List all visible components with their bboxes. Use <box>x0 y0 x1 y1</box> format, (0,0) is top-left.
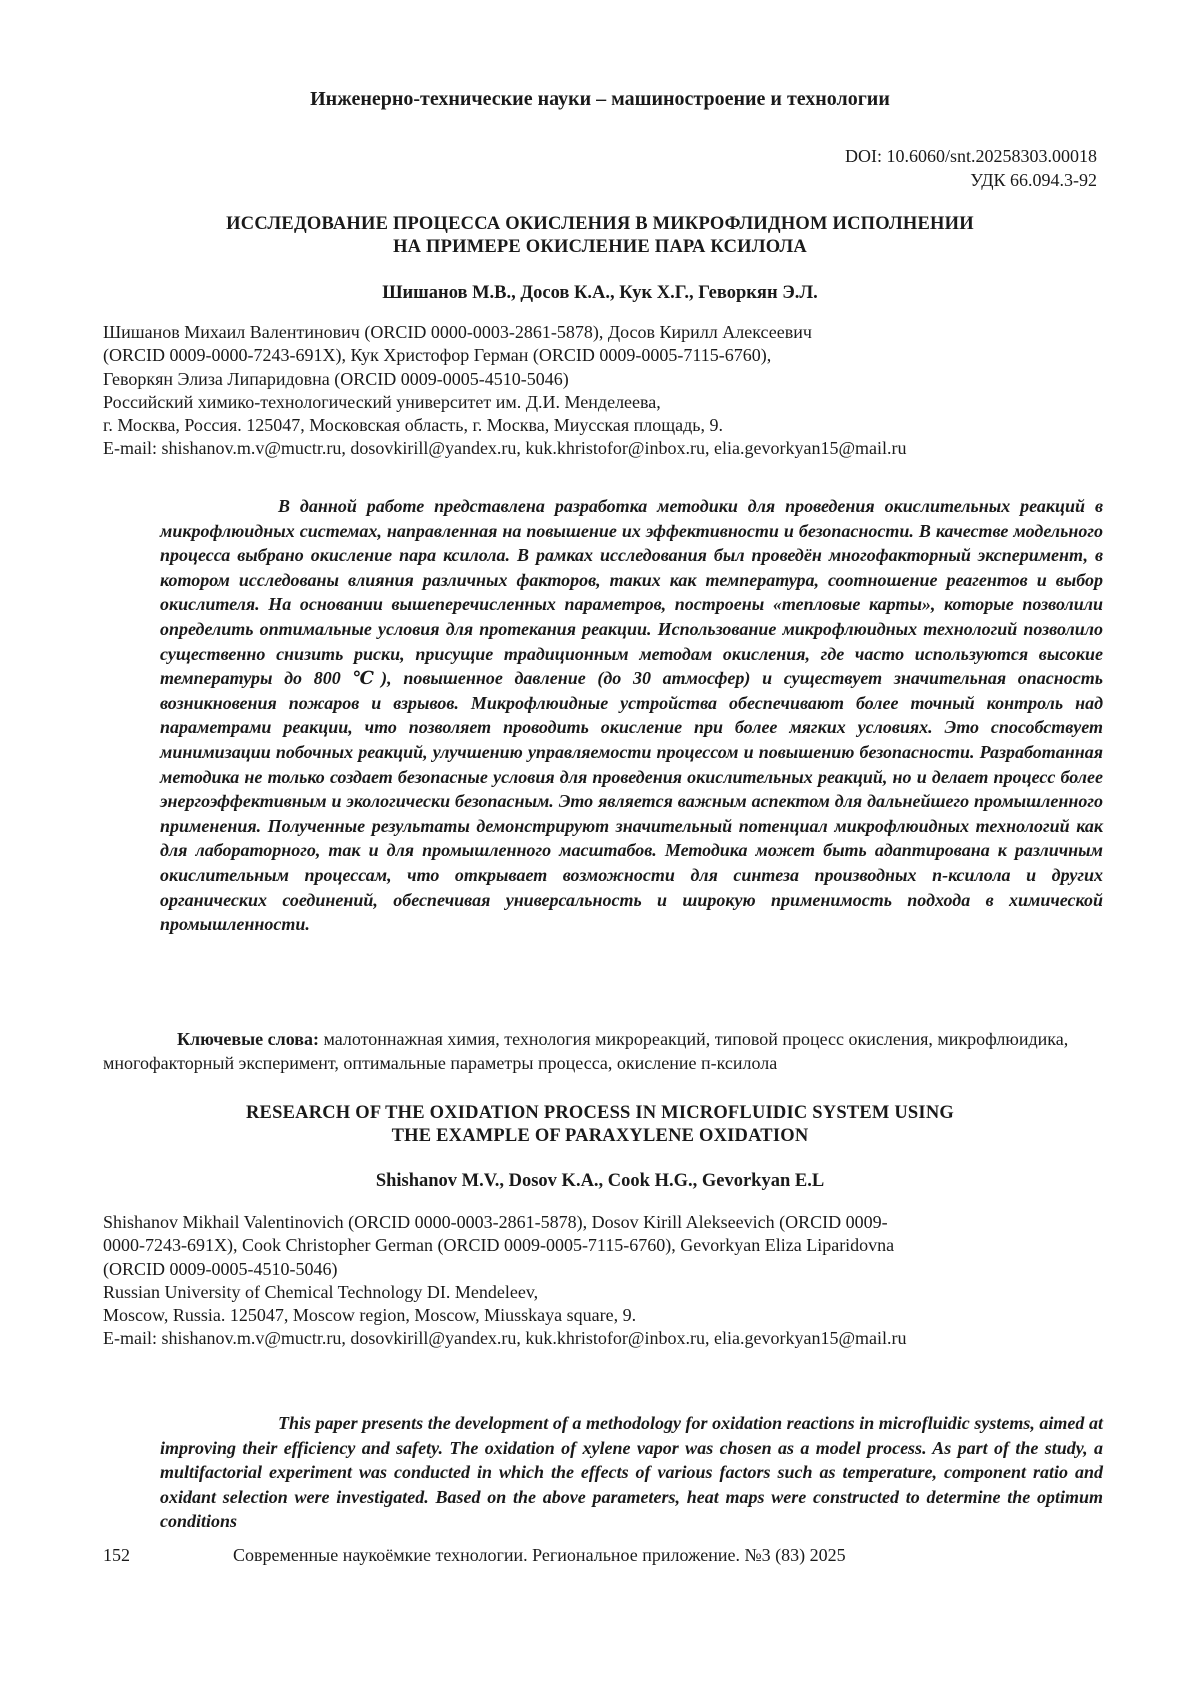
ru-title-line-1: ИССЛЕДОВАНИЕ ПРОЦЕССА ОКИСЛЕНИЯ В МИКРОФЛИДНОМ ИСПОЛНЕНИИ <box>226 214 974 234</box>
ru-affiliation-line: Шишанов Михаил Валентинович (ORCID 0000-0003-2861-5878), Досов Кирилл Алексеевич <box>103 322 812 342</box>
en-title-line-2: THE EXAMPLE OF PARAXYLENE OXIDATION <box>391 1126 809 1146</box>
journal-footer: Современные наукоёмкие технологии. Региональное приложение. №3 (83) 2025 <box>233 1545 846 1565</box>
en-affiliation <box>103 1211 1103 1351</box>
ru-affiliation-line: (ORCID 0009-0000-7243-691X), Кук Христофор Герман (ORCID 0009-0005-7115-6760), <box>103 345 772 366</box>
en-affiliation-line: Russian University of Chemical Technology DI. Mendeleev, <box>103 1281 539 1302</box>
doi-udk-block <box>845 144 1097 192</box>
section-heading: Инженерно-технические науки – машиностроение и технологии <box>310 88 890 110</box>
ru-abstract: В данной работе представлена разработка методики для проведения окислительных реакций в микрофлюидных системах, направленная на повышение их эффективности и безопасности. В качестве модельного процесса выбрано окисление пара ксилола. В рамках исследования был проведён многофакторный эксперимент, в котором исследованы влияния различных факторов, таких как температура, соотношение реагентов и выбор окислителя. На основании вышеперечисленных параметров, построены «тепловые карты», которые позволили определить оптимальные условия для протекания реакции. Использование микрофлюидных технологий позволило существенно снизить риски, присущие традиционным методам окисления, где часто используются высокие температуры до 800 ℃), повышенное давление (до 30 атмосфер) и существует значительная опасность возникновения пожаров и взрывов. Микрофлюидные устройства обеспечивают более точный контроль над параметрами реакции, что позволяет проводить окисление при более мягких условиях. Это способствует минимизации побочных реакций, улучшению управляемости процессом и повышению безопасности. Разработанная методика не только создает безопасные условия для проведения окислительных реакций, но и делает процесс более энергоэффективным и экологически безопасным. Это является важным аспектом для дальнейшего промышленного применения. Полученные результаты демонстрируют значительный потенциал микрофлюидных технологий как для лабораторного, так и для промышленного масштабов. Методика может быть адаптирована к различным окислительным процессам, что открывает возможности для синтеза производных п-ксилола и других органических соединений, обеспечивая универсальность и широкую применимость подхода в химической промышленности. <box>160 496 1103 935</box>
ru-article-title <box>100 213 1100 259</box>
en-authors: Shishanov M.V., Dosov K.A., Cook H.G., Gevorkyan E.L <box>375 1171 825 1191</box>
doi: DOI: 10.6060/snt.20258303.00018 <box>845 146 1097 166</box>
ru-affiliation-line: г. Москва, Россия. 125047, Московская область, г. Москва, Миусская площадь, 9. <box>103 415 723 436</box>
en-article-title <box>100 1102 1100 1148</box>
en-abstract: This paper presents the development of a methodology for oxidation reactions in microfluidic systems, aimed at improving their efficiency and safety. The oxidation of xylene vapor was chosen as a model process. As part of the study, a multifactorial experiment was conducted in which the effects of various factors such as temperature, component ratio and oxidant selection were investigated. Based on the above parameters, heat maps were constructed to determine the optimum conditions <box>160 1413 1103 1532</box>
ru-keywords <box>103 1027 1103 1075</box>
en-affiliation-line: (ORCID 0009-0005-4510-5046) <box>103 1258 338 1279</box>
en-email-line: E-mail: shishanov.m.v@muctr.ru, dosovkirill@yandex.ru, kuk.khristofor@inbox.ru, elia.gevorkyan15@mail.ru <box>103 1328 907 1349</box>
ru-affiliation-line: Российский химико-технологический университет им. Д.И. Менделеева, <box>103 391 661 412</box>
en-affiliation-line: Shishanov Mikhail Valentinovich (ORCID 0000-0003-2861-5878), Dosov Kirill Alekseevich (ORCID 0009- <box>103 1212 888 1232</box>
keywords-text: малотоннажная химия, технология микрореакций, типовой процесс окисления, микрофлюидика, многофакторный эксперимент, оптимальные параметры процесса, окисление п-ксилола <box>103 1029 1069 1073</box>
en-affiliation-line: 0000-7243-691X), Cook Christopher German (ORCID 0009-0005-7115-6760), Gevorkyan Eliza Liparidovna <box>103 1235 895 1256</box>
udk: УДК 66.094.3-92 <box>970 170 1097 190</box>
ru-email-line: E-mail: shishanov.m.v@muctr.ru, dosovkirill@yandex.ru, kuk.khristofor@inbox.ru, elia.gevorkyan15@mail.ru <box>103 438 907 459</box>
en-title-line-1: RESEARCH OF THE OXIDATION PROCESS IN MICROFLUIDIC SYSTEM USING <box>246 1103 954 1123</box>
ru-affiliation <box>103 321 1103 461</box>
ru-title-line-2: НА ПРИМЕРЕ ОКИСЛЕНИЕ ПАРА КСИЛОЛА <box>393 237 807 257</box>
ru-affiliation-line: Геворкян Элиза Липаридовна (ORCID 0009-0005-4510-5046) <box>103 368 569 389</box>
en-affiliation-line: Moscow, Russia. 125047, Moscow region, Moscow, Miusskaya square, 9. <box>103 1305 637 1326</box>
page-number: 152 <box>103 1545 130 1565</box>
ru-authors: Шишанов М.В., Досов К.А., Кук Х.Г., Геворкян Э.Л. <box>382 283 818 303</box>
keywords-label: Ключевые слова: <box>177 1029 319 1049</box>
